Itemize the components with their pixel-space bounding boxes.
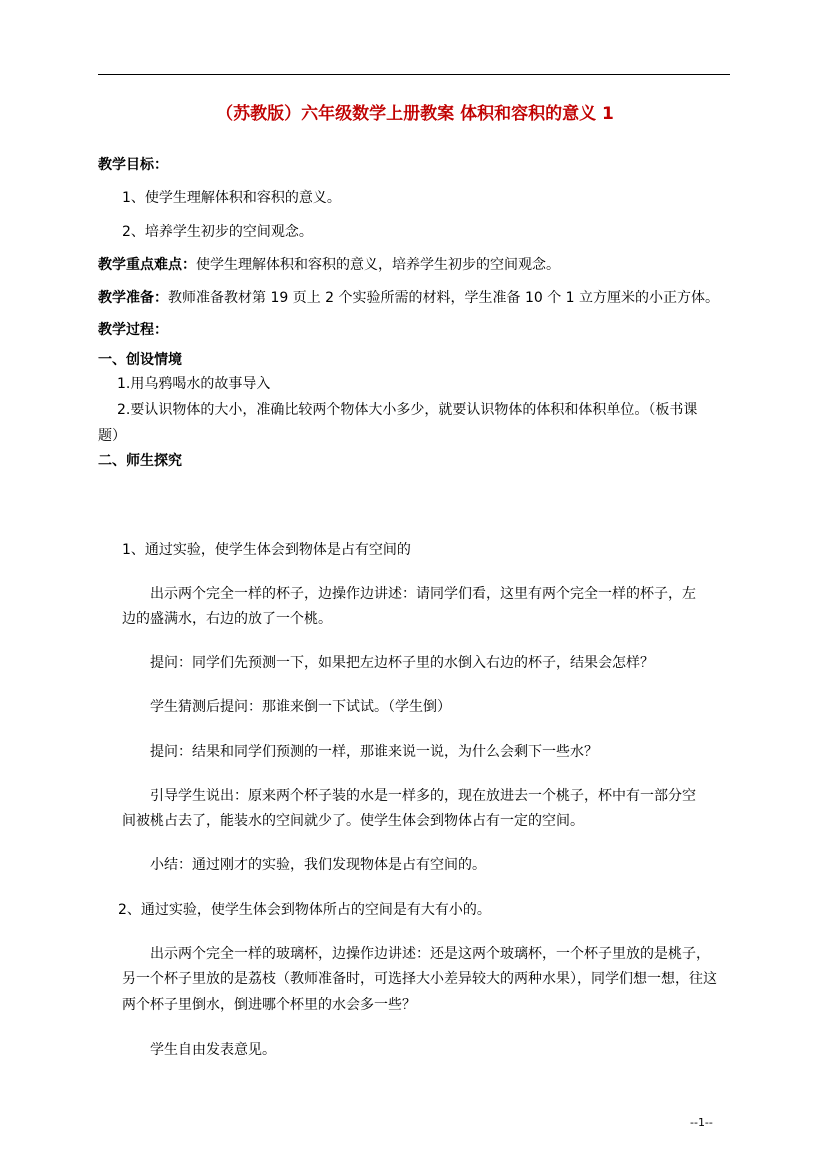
section1-item-2-line1: 2.要认识物体的大小，准确比较两个物体大小多少，就要认识物体的体积和体积单位。（板书课 xyxy=(117,402,698,418)
experiment2-title: 2、通过实验，使学生体会到物体所占的空间是有大有小的。 xyxy=(118,902,491,918)
experiment1-summary: 小结：通过刚才的实验，我们发现物体是占有空间的。 xyxy=(150,857,486,873)
goals-label: 教学目标： xyxy=(98,157,168,173)
experiment1-title: 1、通过实验，使学生体会到物体是占有空间的 xyxy=(122,542,411,558)
experiment2-para1-line2: 另一个杯子里放的是荔枝（教师准备时，可选择大小差异较大的两种水果），同学们想一想，往这 xyxy=(122,971,717,987)
preparation-text: 教师准备教材第 19 页上 2 个实验所需的材料，学生准备 10 个 1 立方厘米的小正方体。 xyxy=(168,290,720,306)
experiment1-para1-line2: 边的盛满水，右边的放了一个桃。 xyxy=(122,611,332,627)
key-points-label: 教学重点难点： xyxy=(98,257,196,273)
experiment2-para2: 学生自由发表意见。 xyxy=(150,1042,276,1058)
goal-item-1: 1、使学生理解体积和容积的意义。 xyxy=(122,190,341,206)
key-points-line xyxy=(98,257,560,273)
experiment1-para5-line2: 间被桃占去了，能装水的空间就少了。使学生体会到物体占有一定的空间。 xyxy=(122,813,584,829)
page-number: --1-- xyxy=(690,1116,713,1129)
experiment1-para3: 学生猜测后提问：那谁来倒一下试试。（学生倒） xyxy=(150,699,451,715)
key-points-text: 使学生理解体积和容积的意义，培养学生初步的空间观念。 xyxy=(196,257,560,273)
experiment1-para2: 提问：同学们先预测一下，如果把左边杯子里的水倒入右边的杯子，结果会怎样？ xyxy=(150,655,654,671)
goal-item-2: 2、培养学生初步的空间观念。 xyxy=(122,224,313,240)
experiment1-para5-line1: 引导学生说出：原来两个杯子装的水是一样多的，现在放进去一个桃子，杯中有一部分空 xyxy=(150,788,696,804)
experiment2-para1-line3: 两个杯子里倒水，倒进哪个杯里的水会多一些？ xyxy=(122,997,416,1013)
experiment2-para1-line1: 出示两个完全一样的玻璃杯，边操作边讲述：还是这两个玻璃杯，一个杯子里放的是桃子， xyxy=(150,946,710,962)
section1-item-2-line2: 题） xyxy=(98,428,126,444)
section1-item-1: 1.用乌鸦喝水的故事导入 xyxy=(117,376,271,392)
experiment1-para4: 提问：结果和同学们预测的一样，那谁来说一说，为什么会剩下一些水？ xyxy=(150,744,598,760)
preparation-label: 教学准备： xyxy=(98,290,168,306)
experiment1-para1-line1: 出示两个完全一样的杯子，边操作边讲述：请同学们看，这里有两个完全一样的杯子，左 xyxy=(150,586,696,602)
page-title: （苏教版）六年级数学上册教案 体积和容积的意义 1 xyxy=(216,104,614,124)
header-rule xyxy=(98,74,730,75)
process-label: 教学过程： xyxy=(98,322,168,338)
section2-heading: 二、师生探究 xyxy=(98,453,182,469)
section1-heading: 一、创设情境 xyxy=(98,352,182,368)
preparation-line xyxy=(98,290,719,306)
